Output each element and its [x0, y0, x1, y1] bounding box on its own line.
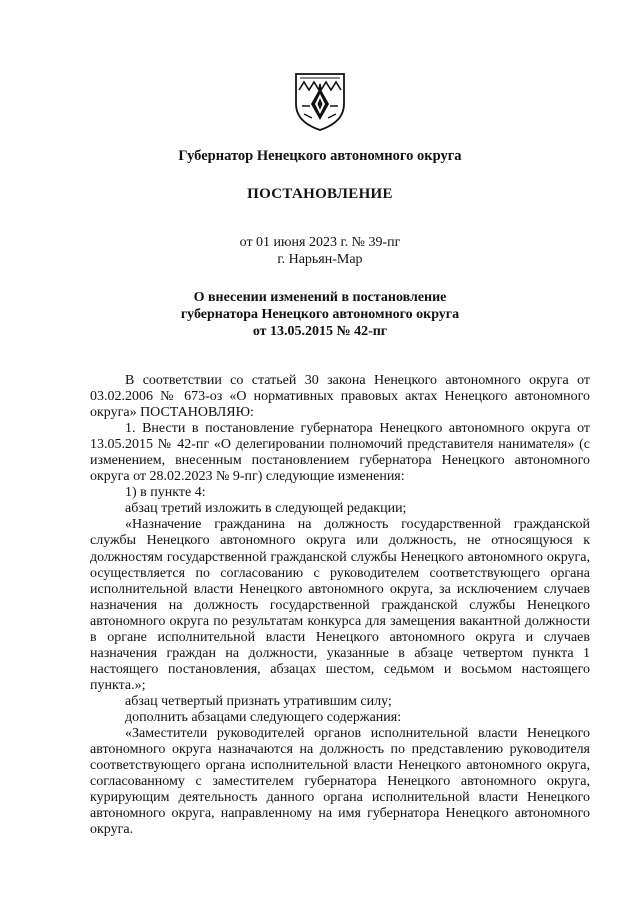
nenets-coat-of-arms-icon	[290, 70, 350, 132]
paragraph: 1) в пункте 4:	[125, 485, 206, 501]
city: г. Нарьян-Мар	[277, 252, 363, 267]
document-title	[0, 289, 640, 340]
title-line-2: губернатора Ненецкого автономного округа	[180, 307, 460, 322]
paragraph: «Назначение гражданина на должность государственной гражданской службы Ненецкого автономного округа или должность, не относящуюся к должностям государственной гражданской службы Ненецкого автономного округа, осуществляется по согласованию с руководителем соответствующего органа исполнительной власти Ненецкого автономного округа, за исключением случаев назначения на должность государственной гражданской службы Ненецкого автономного округа по результатам конкурса для замещения вакантной должности в органе исполнительной власти Ненецкого автономного округа и случаев назначения граждан на должности, указанные в абзаце четвертом пункта 1 настоящего постановления, абзацах шестом, седьмом и восьмом настоящего пункта.»;	[90, 517, 590, 693]
title-line-3: от 13.05.2015 № 42-пг	[252, 324, 388, 339]
issuer-heading: Губернатор Ненецкого автономного округа	[178, 148, 462, 164]
paragraph: абзац четвертый признать утратившим силу;	[125, 693, 392, 709]
date-block	[0, 234, 640, 268]
paragraph: В соответствии со статьей 30 закона Ненецкого автономного округа от 03.02.2006 № 673-оз «О нормативных правовых актах Ненецкого автономного округа» ПОСТАНОВЛЯЮ:	[90, 373, 590, 421]
paragraph: дополнить абзацами следующего содержания:	[125, 709, 402, 725]
paragraph: «Заместители руководителей органов исполнительной власти Ненецкого автономного округа назначаются на должность по представлению руководителя соответствующего органа исполнительной власти Ненецкого автономного округа, согласованному с заместителем губернатора Ненецкого автономного округа, курирующим деятельность данного органа исполнительной власти Ненецкого автономного округа, направленному на имя губернатора Ненецкого автономного округа.	[90, 726, 590, 838]
paragraph: абзац третий изложить в следующей редакции;	[125, 501, 407, 517]
document-body	[90, 373, 590, 838]
document-type: ПОСТАНОВЛЕНИЕ	[247, 186, 393, 202]
paragraph: 1. Внести в постановление губернатора Ненецкого автономного округа от 13.05.2015 № 42-пг «О делегировании полномочий представителя нанимателя» (с изменением, внесенным постановлением губернатора Ненецкого автономного округа от 28.02.2023 № 9-пг) следующие изменения:	[90, 421, 590, 485]
title-line-1: О внесении изменений в постановление	[193, 290, 447, 305]
date-number: от 01 июня 2023 г. № 39-пг	[239, 235, 401, 250]
